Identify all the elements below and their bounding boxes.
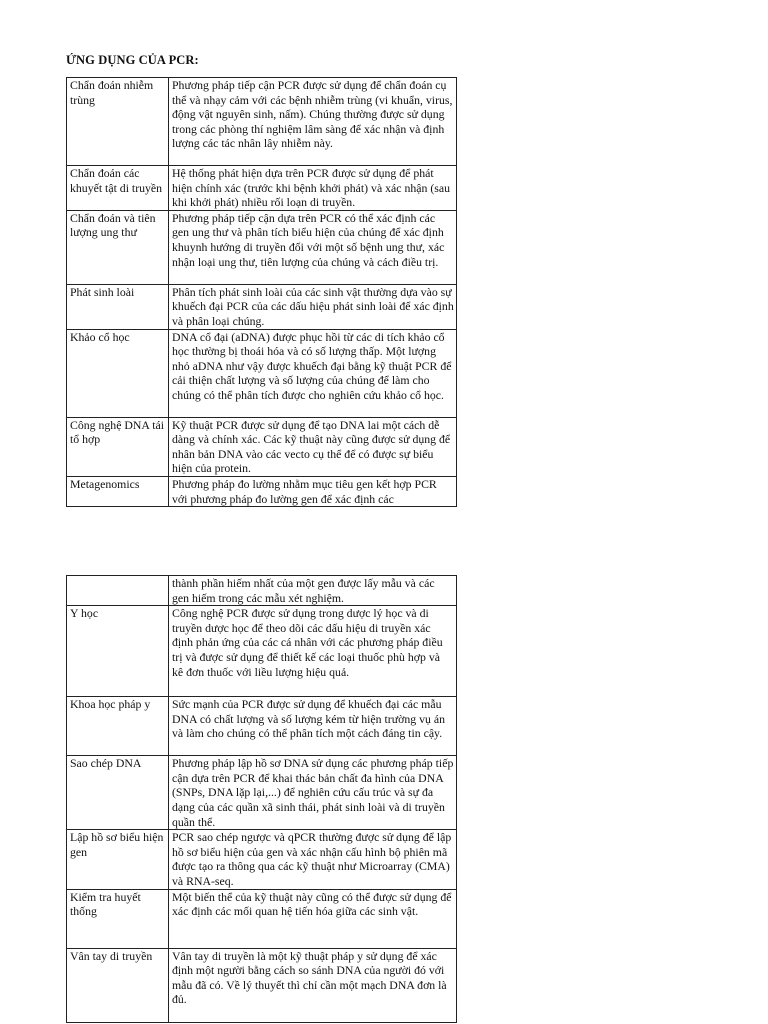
term-cell: Vân tay di truyền bbox=[67, 948, 169, 1022]
description-cell: Hệ thống phát hiện dựa trên PCR được sử dụng để phát hiện chính xác (trước khi bệnh khởi phát) và xác nhận (sau khi khởi phát) nhiều rối loạn di truyền. bbox=[169, 166, 457, 211]
page-heading: ỨNG DỤNG CỦA PCR: bbox=[66, 53, 199, 67]
term-cell: Chẩn đoán nhiễm trùng bbox=[67, 78, 169, 166]
table-row bbox=[67, 948, 457, 1022]
description-cell: thành phần hiếm nhất của một gen được lấy mẫu và các gen hiếm trong các mẫu xét nghiệm. bbox=[169, 576, 457, 606]
description-cell: Phương pháp tiếp cận PCR được sử dụng để chẩn đoán cụ thể và nhạy cảm với các bệnh nhiễm trùng (vi khuẩn, virus, động vật nguyên sinh, nấm). Chúng thường được sử dụng trong các phòng thí nghiệm lâm sàng để xác nhận và định lượng các tác nhân lây nhiễm này. bbox=[169, 78, 457, 166]
description-cell: DNA cổ đại (aDNA) được phục hồi từ các di tích khảo cổ học thường bị thoái hóa và có số lượng thấp. Một lượng nhỏ aDNA như vậy được khuếch đại bằng kỹ thuật PCR để cải thiện chất lượng và số lượng của chúng để làm cho chúng có thể phân tích được cho nghiên cứu khảo cổ học. bbox=[169, 329, 457, 417]
term-cell: Y học bbox=[67, 606, 169, 697]
term-cell: Sao chép DNA bbox=[67, 756, 169, 830]
description-cell: Phương pháp đo lường nhằm mục tiêu gen kết hợp PCR với phương pháp đo lường gen để xác định các bbox=[169, 476, 457, 506]
term-cell: Lập hồ sơ biểu hiện gen bbox=[67, 830, 169, 889]
table-row bbox=[67, 756, 457, 830]
table-row bbox=[67, 606, 457, 697]
description-cell: Kỹ thuật PCR được sử dụng để tạo DNA lai một cách dễ dàng và chính xác. Các kỹ thuật này cũng được sử dụng để nhân bản DNA vào các vecto cụ thể để có được sự biểu hiện của protein. bbox=[169, 417, 457, 476]
term-cell: Khảo cổ học bbox=[67, 329, 169, 417]
description-cell: Một biến thể của kỹ thuật này cũng có thể được sử dụng để xác định các mối quan hệ tiến hóa giữa các sinh vật. bbox=[169, 889, 457, 948]
table-row bbox=[67, 697, 457, 756]
term-cell: Chẩn đoán các khuyết tật di truyền bbox=[67, 166, 169, 211]
table-row bbox=[67, 210, 457, 284]
table-row bbox=[67, 476, 457, 506]
table-row bbox=[67, 576, 457, 606]
term-cell bbox=[67, 576, 169, 606]
table-row bbox=[67, 417, 457, 476]
term-cell: Công nghệ DNA tái tổ hợp bbox=[67, 417, 169, 476]
term-cell: Khoa học pháp y bbox=[67, 697, 169, 756]
term-cell: Kiểm tra huyết thống bbox=[67, 889, 169, 948]
description-cell: PCR sao chép ngược và qPCR thường được sử dụng để lập hồ sơ biểu hiện của gen và xác nhận cấu hình bộ phiên mã được tạo ra thông qua các kỹ thuật như Microarray (CMA) và RNA-seq. bbox=[169, 830, 457, 889]
pcr-applications-table-1 bbox=[66, 77, 457, 507]
description-cell: Phân tích phát sinh loài của các sinh vật thường dựa vào sự khuếch đại PCR của các dấu hiệu phát sinh loài để xác định và phân loại chúng. bbox=[169, 284, 457, 329]
table-row bbox=[67, 329, 457, 417]
table-row bbox=[67, 830, 457, 889]
table-row bbox=[67, 284, 457, 329]
description-cell: Vân tay di truyền là một kỹ thuật pháp y sử dụng để xác định một người bằng cách so sánh DNA của người đó với mẫu đã có. Về lý thuyết thì chỉ cần một mạch DNA đơn là đủ. bbox=[169, 948, 457, 1022]
table-row bbox=[67, 166, 457, 211]
table-row bbox=[67, 78, 457, 166]
term-cell: Phát sinh loài bbox=[67, 284, 169, 329]
pcr-applications-table-2 bbox=[66, 575, 457, 1023]
term-cell: Chẩn đoán và tiên lượng ung thư bbox=[67, 210, 169, 284]
table-row bbox=[67, 889, 457, 948]
term-cell: Metagenomics bbox=[67, 476, 169, 506]
description-cell: Phương pháp lập hồ sơ DNA sử dụng các phương pháp tiếp cận dựa trên PCR để khai thác bản chất đa hình của DNA (SNPs, DNA lặp lại,...) để nghiên cứu cấu trúc và sự đa dạng của các quần xã sinh thái, phát sinh loài và di truyền quần thể. bbox=[169, 756, 457, 830]
description-cell: Sức mạnh của PCR được sử dụng để khuếch đại các mẫu DNA có chất lượng và số lượng kém từ hiện trường vụ án và làm cho chúng có thể phân tích một cách đáng tin cậy. bbox=[169, 697, 457, 756]
description-cell: Phương pháp tiếp cận dựa trên PCR có thể xác định các gen ung thư và phân tích biểu hiện của chúng để xác định khuynh hướng di truyền đối với một số bệnh ung thư, xác nhận loại ung thư, tiên lượng của chúng và cách điều trị. bbox=[169, 210, 457, 284]
description-cell: Công nghệ PCR được sử dụng trong dược lý học và di truyền dược học để theo dõi các dấu hiệu di truyền xác định phản ứng của các cá nhân với các phương pháp điều trị và được sử dụng để thiết kế các loại thuốc phù hợp và kê đơn thuốc với liều lượng hiệu quả. bbox=[169, 606, 457, 697]
